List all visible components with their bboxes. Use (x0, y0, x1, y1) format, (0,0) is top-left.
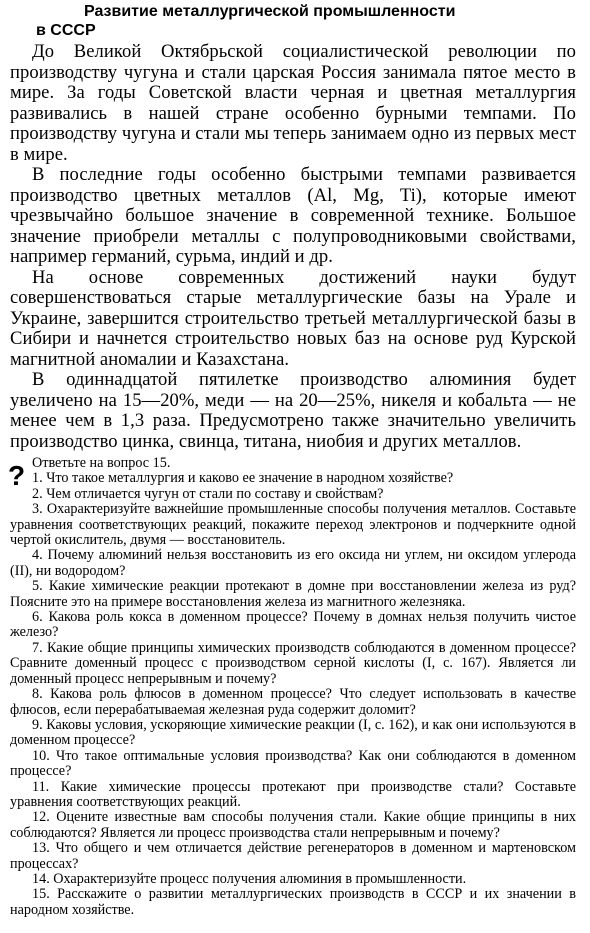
textbook-page (10, 2, 576, 918)
section-title-line1: Развитие металлургической промышленности (84, 3, 456, 20)
question-item: 12. Оцените известные вам способы получения стали. Какие общие принципы в них соблюдаются? Является ли процесс производства стали непрерывным и почему? (10, 809, 576, 841)
paragraph: На основе современных достижений науки будут совершенствоваться старые металлургические базы на Урале и Украине, завершится строительство третьей металлургической базы в Сибири и начнется строительство новых баз на основе руд Курской магнитной аномалии и Казахстана. (10, 266, 576, 370)
paragraph: В последние годы особенно быстрыми темпами развивается производство цветных металлов (Al, Mg, Ti), которые имеют чрезвычайно большое значение в современной технике. Большое значение приобрели металлы с полупроводниковыми свойствами, например германий, сурьма, индий и др. (10, 164, 576, 267)
paragraph: В одиннадцатой пятилетке производство алюминия будет увеличено на 15—20%, меди — на 20—25%, никеля и кобальта — не менее чем в 1,3 раза. Предусмотрено также значительно увеличить производство цинка, свинца, титана, ниобия и других металлов. (10, 369, 576, 452)
section-title (36, 2, 554, 40)
question-item: 9. Каковы условия, ускоряющие химические реакции (I, с. 162), и как они используются в доменном процессе? (10, 716, 576, 749)
questions-intro: Ответьте на вопрос 15. (32, 455, 171, 471)
question-item: 5. Какие химические реакции протекают в домне при восстановлении железа из руд? Поясните это на примере восстановления железа из магнитного железняка. (10, 578, 576, 610)
paragraph: До Великой Октябрьской социалистической революции по производству чугуна и стали царская Россия занимала пятое место в мире. За годы Советской власти черная и цветная металлургия развивались в нашей стране особенно бурными темпами. По производству чугуна и стали мы теперь занимаем одно из первых мест в мире. (10, 41, 577, 165)
question-item: 3. Охарактеризуйте важнейшие промышленные способы получения металлов. Составьте уравнения соответствующих реакций, покажите переход электронов и подчеркните одной чертой окислитель, двумя — восстановитель. (10, 501, 576, 549)
question-item: 11. Какие химические процессы протекают при производстве стали? Составьте уравнения соответствующих реакций. (10, 778, 576, 810)
question-item: 10. Что такое оптимальные условия производства? Как они соблюдаются в доменном процессе? (10, 747, 576, 780)
question-item: 1. Что такое металлургия и каково ее значение в народном хозяйстве? (32, 470, 454, 487)
questions-section (10, 456, 576, 918)
question-item: 13. Что общего и чем отличается действие регенераторов в доменном и мартеновском процессах? (10, 840, 576, 872)
question-item: 6. Какова роль кокса в доменном процессе? Почему в домнах нельзя получить чистое железо? (10, 609, 576, 641)
body-text (10, 42, 576, 452)
question-mark-icon: ? (8, 460, 26, 491)
question-item: 7. Какие общие принципы химических производств соблюдаются в доменном процессе? Сравните доменный процесс с производством серной кислоты (I, с. 167). Является ли доменный процесс непрерывным и почему? (10, 639, 576, 687)
question-item: 8. Какова роль флюсов в доменном процессе? Что следует использовать в качестве флюсов, если перерабатываемая железная руда содержит доломит? (10, 686, 576, 718)
question-item: 2. Чем отличается чугун от стали по составу и свойствам? (32, 485, 384, 502)
question-item: 14. Охарактеризуйте процесс получения алюминия в промышленности. (32, 870, 467, 887)
section-title-line2: в СССР (36, 22, 96, 39)
question-item: 15. Расскажите о развитии металлургических производств в СССР и их значении в народном хозяйстве. (10, 886, 576, 918)
question-item: 4. Почему алюминий нельзя восстановить из его оксида ни углем, ни оксидом углерода (II), ни водородом? (10, 547, 576, 579)
